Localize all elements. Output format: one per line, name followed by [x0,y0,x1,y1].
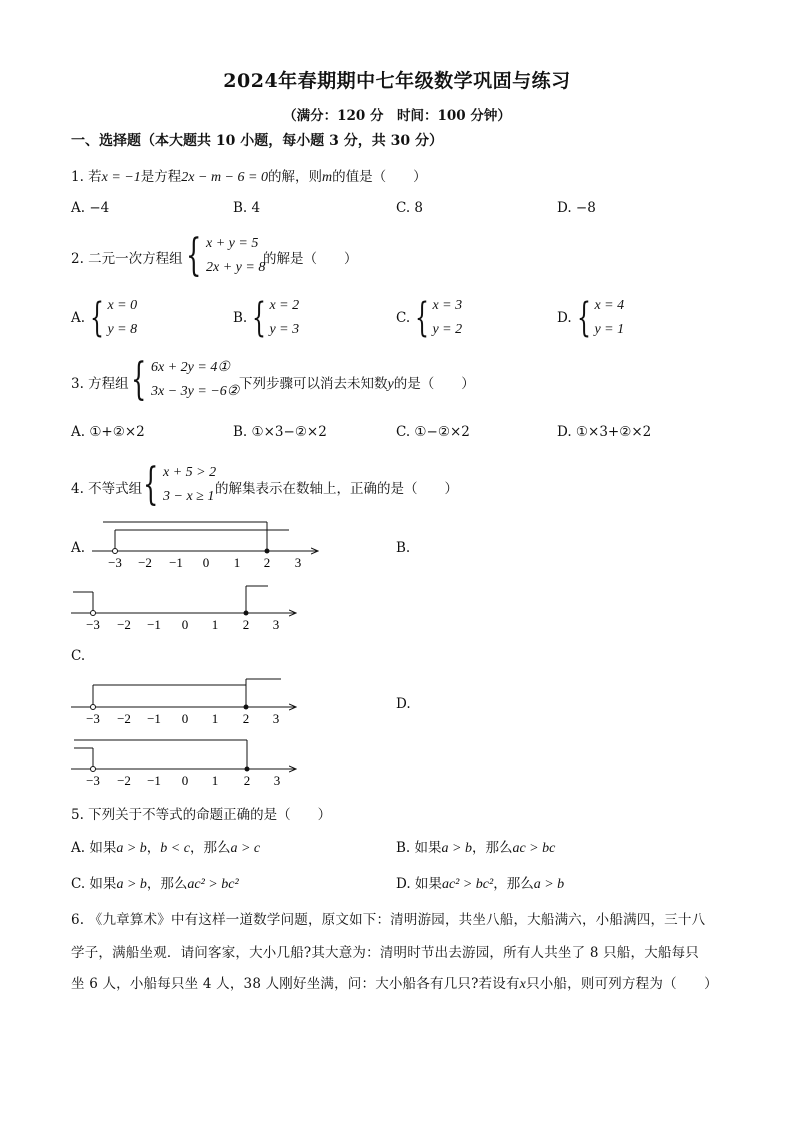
q1-option-c[interactable]: C. 8 [396,200,424,216]
q1-option-b[interactable]: B. 4 [233,200,261,216]
tick-label: −1 [147,773,161,788]
number-line-b[interactable] [71,586,296,632]
q4-eq1: x + 5 > 2 [163,465,217,480]
q4-option-d-label[interactable]: D. [396,696,411,712]
q5-d-c1: ac² > bc² [441,877,494,892]
q2-option-d-label[interactable]: D. [557,310,572,326]
tick-label: 1 [211,617,219,632]
tick-label: 3 [272,711,280,726]
q5-b-r: ac > bc [512,841,556,856]
tick-label: 2 [243,773,251,788]
brace-icon: { [131,354,147,405]
tick-label: −2 [138,555,152,570]
q5-c-mid: ，那么 [146,876,188,892]
q1-stem-c: 的解，则 [267,169,322,185]
q2-a-l2: y = 8 [107,322,138,337]
tick-label: 2 [263,555,271,570]
number-line-a[interactable] [92,522,318,570]
tick-label: −3 [86,773,100,788]
tick-label: −3 [86,617,100,632]
q3-var: y [387,377,394,392]
q2-c-l2: y = 2 [432,322,463,337]
brace-icon: { [252,295,266,341]
tick-label: −1 [169,555,183,570]
q4-stem-b: 的解集表示在数轴上，正确的是（ ） [215,481,458,497]
q5-c-r: ac² > bc² [187,877,239,892]
q2-c-l1: x = 3 [432,298,463,313]
tick-label: 3 [272,617,280,632]
q6-line-3 [71,972,718,993]
brace-icon: { [143,459,159,510]
page-subtitle: （满分：120 分 时间：100 分钟） [283,108,511,124]
q6-var: x [519,977,527,992]
q3-eq2: 3x − 3y = −6② [151,384,240,399]
q4-option-a-label[interactable]: A. [71,540,86,556]
q5-option-a[interactable] [71,836,260,857]
q4-stem: 4. 不等式组 [71,481,143,497]
q6-line-3b: 只小船，则可列方程为（ ） [526,976,718,992]
tick-label: 3 [273,773,281,788]
tick-label: 1 [211,711,219,726]
q5-a-sep: ， [146,840,161,856]
q5-a-r: a > c [230,841,261,856]
q2-eq1: x + y = 5 [206,236,259,251]
q3-option-a[interactable]: A. ①+②×2 [71,424,145,440]
page-title: 2024年春期期中七年级数学巩固与练习 [223,70,571,92]
q1-var: m [321,170,333,185]
tick-label: 0 [181,711,189,726]
q2-option-b-label[interactable]: B. [233,310,248,326]
q3-eq1: 6x + 2y = 4① [151,360,230,375]
q2-b-l2: y = 3 [269,322,300,337]
q5-option-c[interactable] [71,872,239,893]
q5-d-mid: ，那么 [493,876,534,892]
tick-label: −1 [147,711,161,726]
q5-c-label: C. 如果 [71,876,117,892]
q3-stem-text: 下列步骤可以消去未知数 [239,376,388,392]
tick-label: 0 [181,617,189,632]
q1-stem: 1. 若 [71,169,102,185]
q4-eq2: 3 − x ≥ 1 [163,489,215,504]
tick-label: −2 [117,773,131,788]
q5-a-c2: b < c [160,841,190,856]
q1-equation: 2x − m − 6 = 0 [181,170,268,185]
brace-icon: { [415,295,429,341]
ticks-a [108,555,301,570]
q5-b-mid: ，那么 [471,840,513,856]
brace-icon: { [186,230,202,281]
q5-a-mid: ，那么 [189,840,231,856]
q6-line-1: 6. 《九章算术》中有这样一道数学问题，原文如下：清明游园，共坐八船，大船满六，小船满四，三十八 [71,912,706,928]
tick-label: 1 [233,555,241,570]
tick-label: 1 [211,773,219,788]
q5-b-c1: a > b [441,841,472,856]
q4-option-b-label[interactable]: B. [396,540,411,556]
q5-b-label: B. 如果 [396,840,442,856]
brace-icon: { [90,295,104,341]
tick-label: −2 [117,711,131,726]
tick-label: 2 [242,617,250,632]
q3-option-d[interactable]: D. ①×3+②×2 [557,424,652,440]
number-line-c[interactable] [71,679,296,726]
q3-stem-c: 的是（ ） [393,376,475,392]
q2-a-l1: x = 0 [107,298,138,313]
q6-line-3a: 坐 6 人，小船每只坐 4 人，38 人刚好坐满，问：大小船各有几只?若设有 [71,976,520,992]
q2-b-l1: x = 2 [269,298,300,313]
q1-option-d[interactable]: D. −8 [557,200,596,216]
q1-stem-b: 是方程 [140,169,182,185]
q2-d-l1: x = 4 [594,298,625,313]
number-line-d[interactable] [71,740,296,788]
q5-c-c1: a > b [116,877,147,892]
section-heading: 一、选择题（本大题共 10 小题，每小题 3 分，共 30 分） [71,133,443,149]
q3-stem: 3. 方程组 [71,376,129,392]
tick-label: 3 [294,555,302,570]
q2-option-c-label[interactable]: C. [396,310,411,326]
q5-a-c1: a > b [116,841,147,856]
q1-option-a[interactable]: A. −4 [71,200,110,216]
q3-option-c[interactable]: C. ①−②×2 [396,424,470,440]
q5-d-label: D. 如果 [396,876,442,892]
tick-label: 2 [242,711,250,726]
tick-label: −3 [86,711,100,726]
q5-option-b[interactable] [396,836,555,857]
tick-label: 0 [202,555,210,570]
q5-d-r: a > b [533,877,565,892]
q2-d-l2: y = 1 [594,322,625,337]
tick-label: −1 [147,617,161,632]
q2-stem-b: 的解是（ ） [263,251,358,267]
q5-option-d[interactable] [396,872,564,893]
q2-option-a-label[interactable]: A. [71,310,86,326]
tick-label: −3 [108,555,122,570]
tick-label: 0 [181,773,189,788]
q6-line-2: 学子，满船坐观．请问客家，大小几船?其大意为：清明时节出去游园，所有人共坐了 8 只船，大船每只 [71,945,700,961]
q2-eq2: 2x + y = 8 [206,260,266,275]
q1-expr: x = −1 [101,170,141,185]
q3-option-b[interactable]: B. ①×3−②×2 [233,424,327,440]
tick-label: −2 [117,617,131,632]
q5-stem: 5. 下列关于不等式的命题正确的是（ ） [71,807,332,823]
brace-icon: { [577,295,591,341]
q4-option-c-label[interactable]: C. [71,648,86,664]
q5-a-label: A. 如果 [71,840,117,856]
q1-stem-d: 的值是（ ） [332,169,427,185]
q2-stem: 2. 二元一次方程组 [71,251,183,267]
